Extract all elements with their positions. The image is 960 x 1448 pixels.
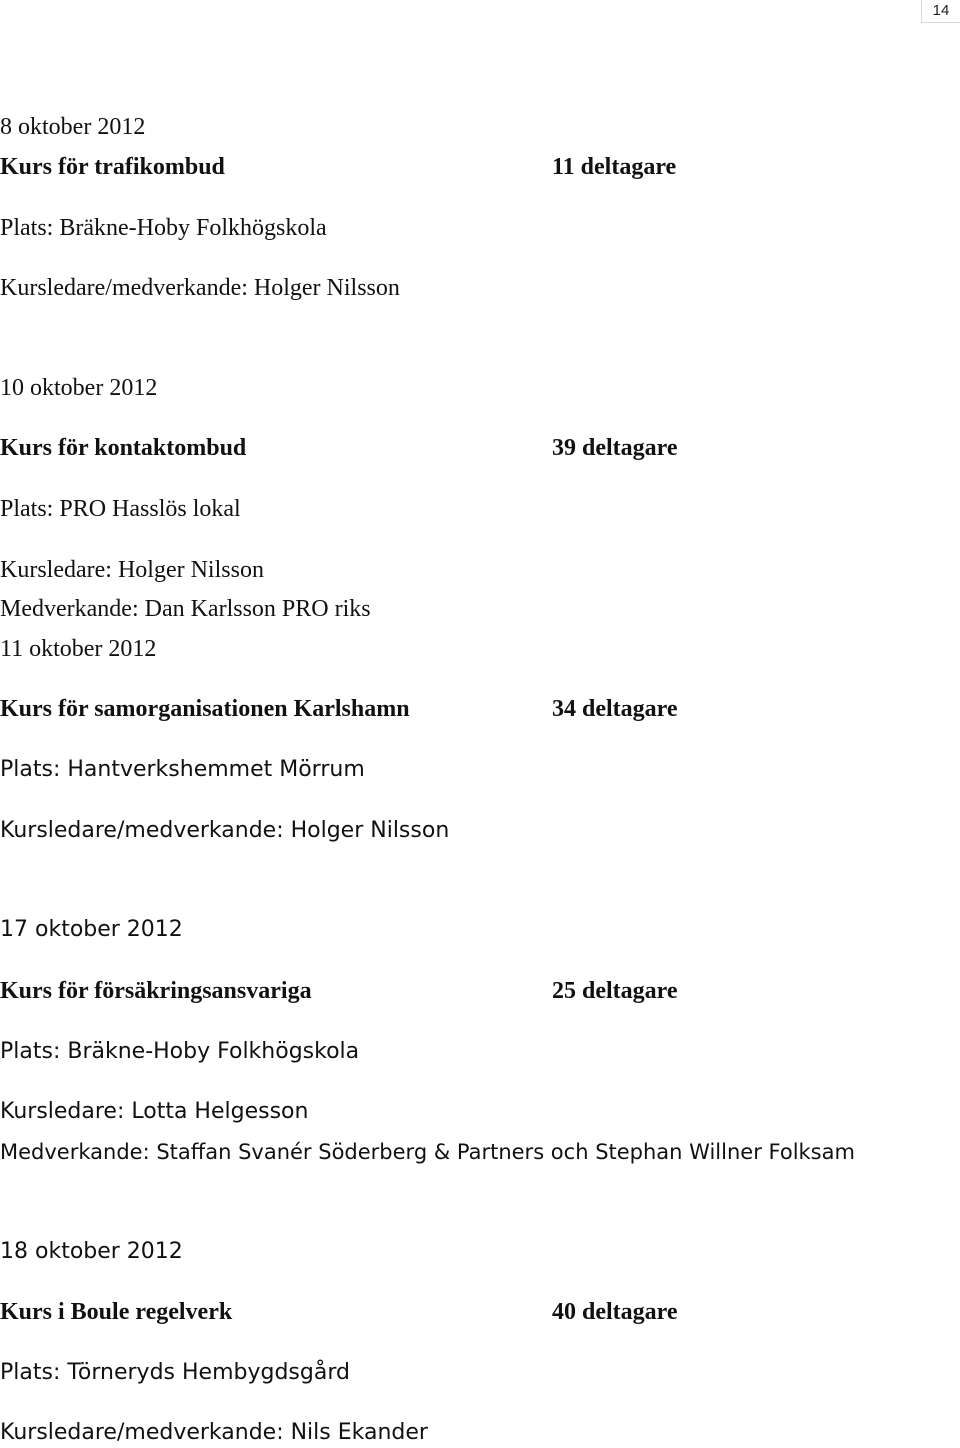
participant-count: 34 deltagare bbox=[552, 696, 678, 722]
page-number: 14 bbox=[921, 0, 960, 23]
course-leader: Kursledare/medverkande: Holger Nilsson bbox=[0, 275, 400, 301]
course-contributors: Medverkande: Staffan Svanér Söderberg & Partners och Stephan Willner Folksam bbox=[0, 1140, 855, 1164]
course-leader: Kursledare: Lotta Helgesson bbox=[0, 1099, 309, 1124]
course-title: Kurs i Boule regelverk bbox=[0, 1299, 233, 1325]
course-place: Plats: Bräkne-Hoby Folkhögskola bbox=[0, 1039, 360, 1064]
course-place: Plats: Hantverkshemmet Mörrum bbox=[0, 757, 365, 782]
course-title: Kurs för samorganisationen Karlshamn bbox=[0, 696, 410, 722]
course-date: 17 oktober 2012 bbox=[0, 917, 183, 942]
course-title: Kurs för försäkringsansvariga bbox=[0, 978, 312, 1004]
participant-count: 11 deltagare bbox=[552, 154, 677, 180]
participant-count: 40 deltagare bbox=[552, 1299, 678, 1325]
course-date: 18 oktober 2012 bbox=[0, 1239, 183, 1264]
course-place: Plats: PRO Hasslös lokal bbox=[0, 496, 241, 522]
participant-count: 25 deltagare bbox=[552, 978, 678, 1004]
course-leader: Kursledare/medverkande: Holger Nilsson bbox=[0, 818, 450, 843]
course-date: 11 oktober 2012 bbox=[0, 636, 157, 662]
course-title: Kurs för kontaktombud bbox=[0, 435, 247, 461]
course-date: 8 oktober 2012 bbox=[0, 114, 146, 140]
course-place: Plats: Bräkne-Hoby Folkhögskola bbox=[0, 215, 327, 241]
course-leader: Kursledare: Holger Nilsson bbox=[0, 557, 264, 583]
course-title: Kurs för trafikombud bbox=[0, 154, 225, 180]
course-contributors: Medverkande: Dan Karlsson PRO riks bbox=[0, 596, 371, 622]
course-date: 10 oktober 2012 bbox=[0, 375, 158, 401]
course-leader: Kursledare/medverkande: Nils Ekander bbox=[0, 1420, 428, 1445]
course-place: Plats: Törneryds Hembygdsgård bbox=[0, 1360, 350, 1385]
participant-count: 39 deltagare bbox=[552, 435, 678, 461]
